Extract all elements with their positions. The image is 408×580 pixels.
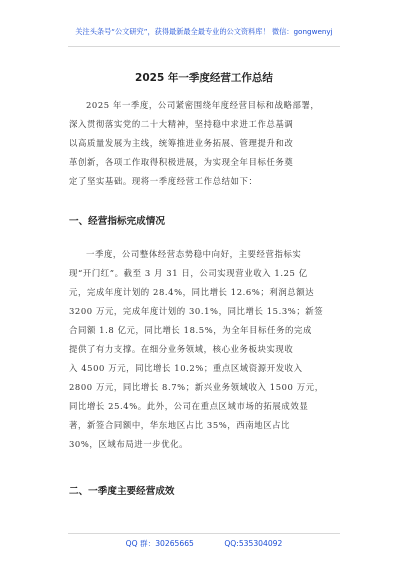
text-line: 提供了有力支撑。在细分业务领域，核心业务板块实现收 (69, 344, 294, 354)
text-line: 深入贯彻落实党的二十大精神，坚持稳中求进工作总基调 (69, 119, 294, 129)
text-line: 3200 万元，完成年度计划的 30.1%，同比增长 15.3%；新签 (69, 306, 324, 316)
footer (0, 538, 408, 549)
footer-divider (68, 533, 340, 534)
text-line: 以高质量发展为主线，统筹推进业务拓展、管理提升和改 (69, 138, 294, 148)
section-heading: 二、一季度主要经营成效 (69, 486, 175, 497)
header-note: 关注头条号“公文研究”，获得最新最全最专业的公文资料库！ 微信：gongwenyj (75, 27, 333, 36)
text-line: 元，完成年度计划的 28.4%，同比增长 12.6%；利润总额达 (69, 287, 315, 297)
footer-qq-group: QQ 群：30265665 (125, 539, 194, 548)
text-line: 一季度，公司整体经营态势稳中向好，主要经营指标实 (86, 249, 302, 259)
section-paragraph (69, 245, 339, 454)
text-line: 定了坚实基础。现将一季度经营工作总结如下： (69, 176, 258, 186)
header-divider (68, 46, 340, 47)
footer-qq-contact: QQ:535304092 (224, 539, 283, 548)
document-title: 2025 年一季度经营工作总结 (135, 72, 273, 84)
text-line: 著，新签合同额中，华东地区占比 35%，西南地区占比 (69, 420, 291, 430)
text-line: 同比增长 25.4%。此外，公司在重点区域市场的拓展成效显 (69, 401, 309, 411)
intro-paragraph (69, 96, 339, 191)
text-line: 合同额 1.8 亿元，同比增长 18.5%，为全年目标任务的完成 (69, 325, 312, 335)
document-body (69, 96, 339, 501)
text-line: 2025 年一季度，公司紧密围绕年度经营目标和战略部署， (86, 100, 320, 110)
text-line: 30%，区域布局进一步优化。 (69, 439, 189, 449)
text-line: 现“开门红”。截至 3 月 31 日，公司实现营业收入 1.25 亿 (69, 268, 308, 278)
section-heading: 一、经营指标完成情况 (69, 216, 165, 227)
text-line: 入 4500 万元，同比增长 10.2%；重点区域资源开发收入 (69, 363, 303, 373)
text-line: 2800 万元，同比增长 8.7%；新兴业务领域收入 1500 万元， (69, 382, 324, 392)
text-line: 革创新，各项工作取得积极进展，为实现全年目标任务奠 (69, 157, 294, 167)
